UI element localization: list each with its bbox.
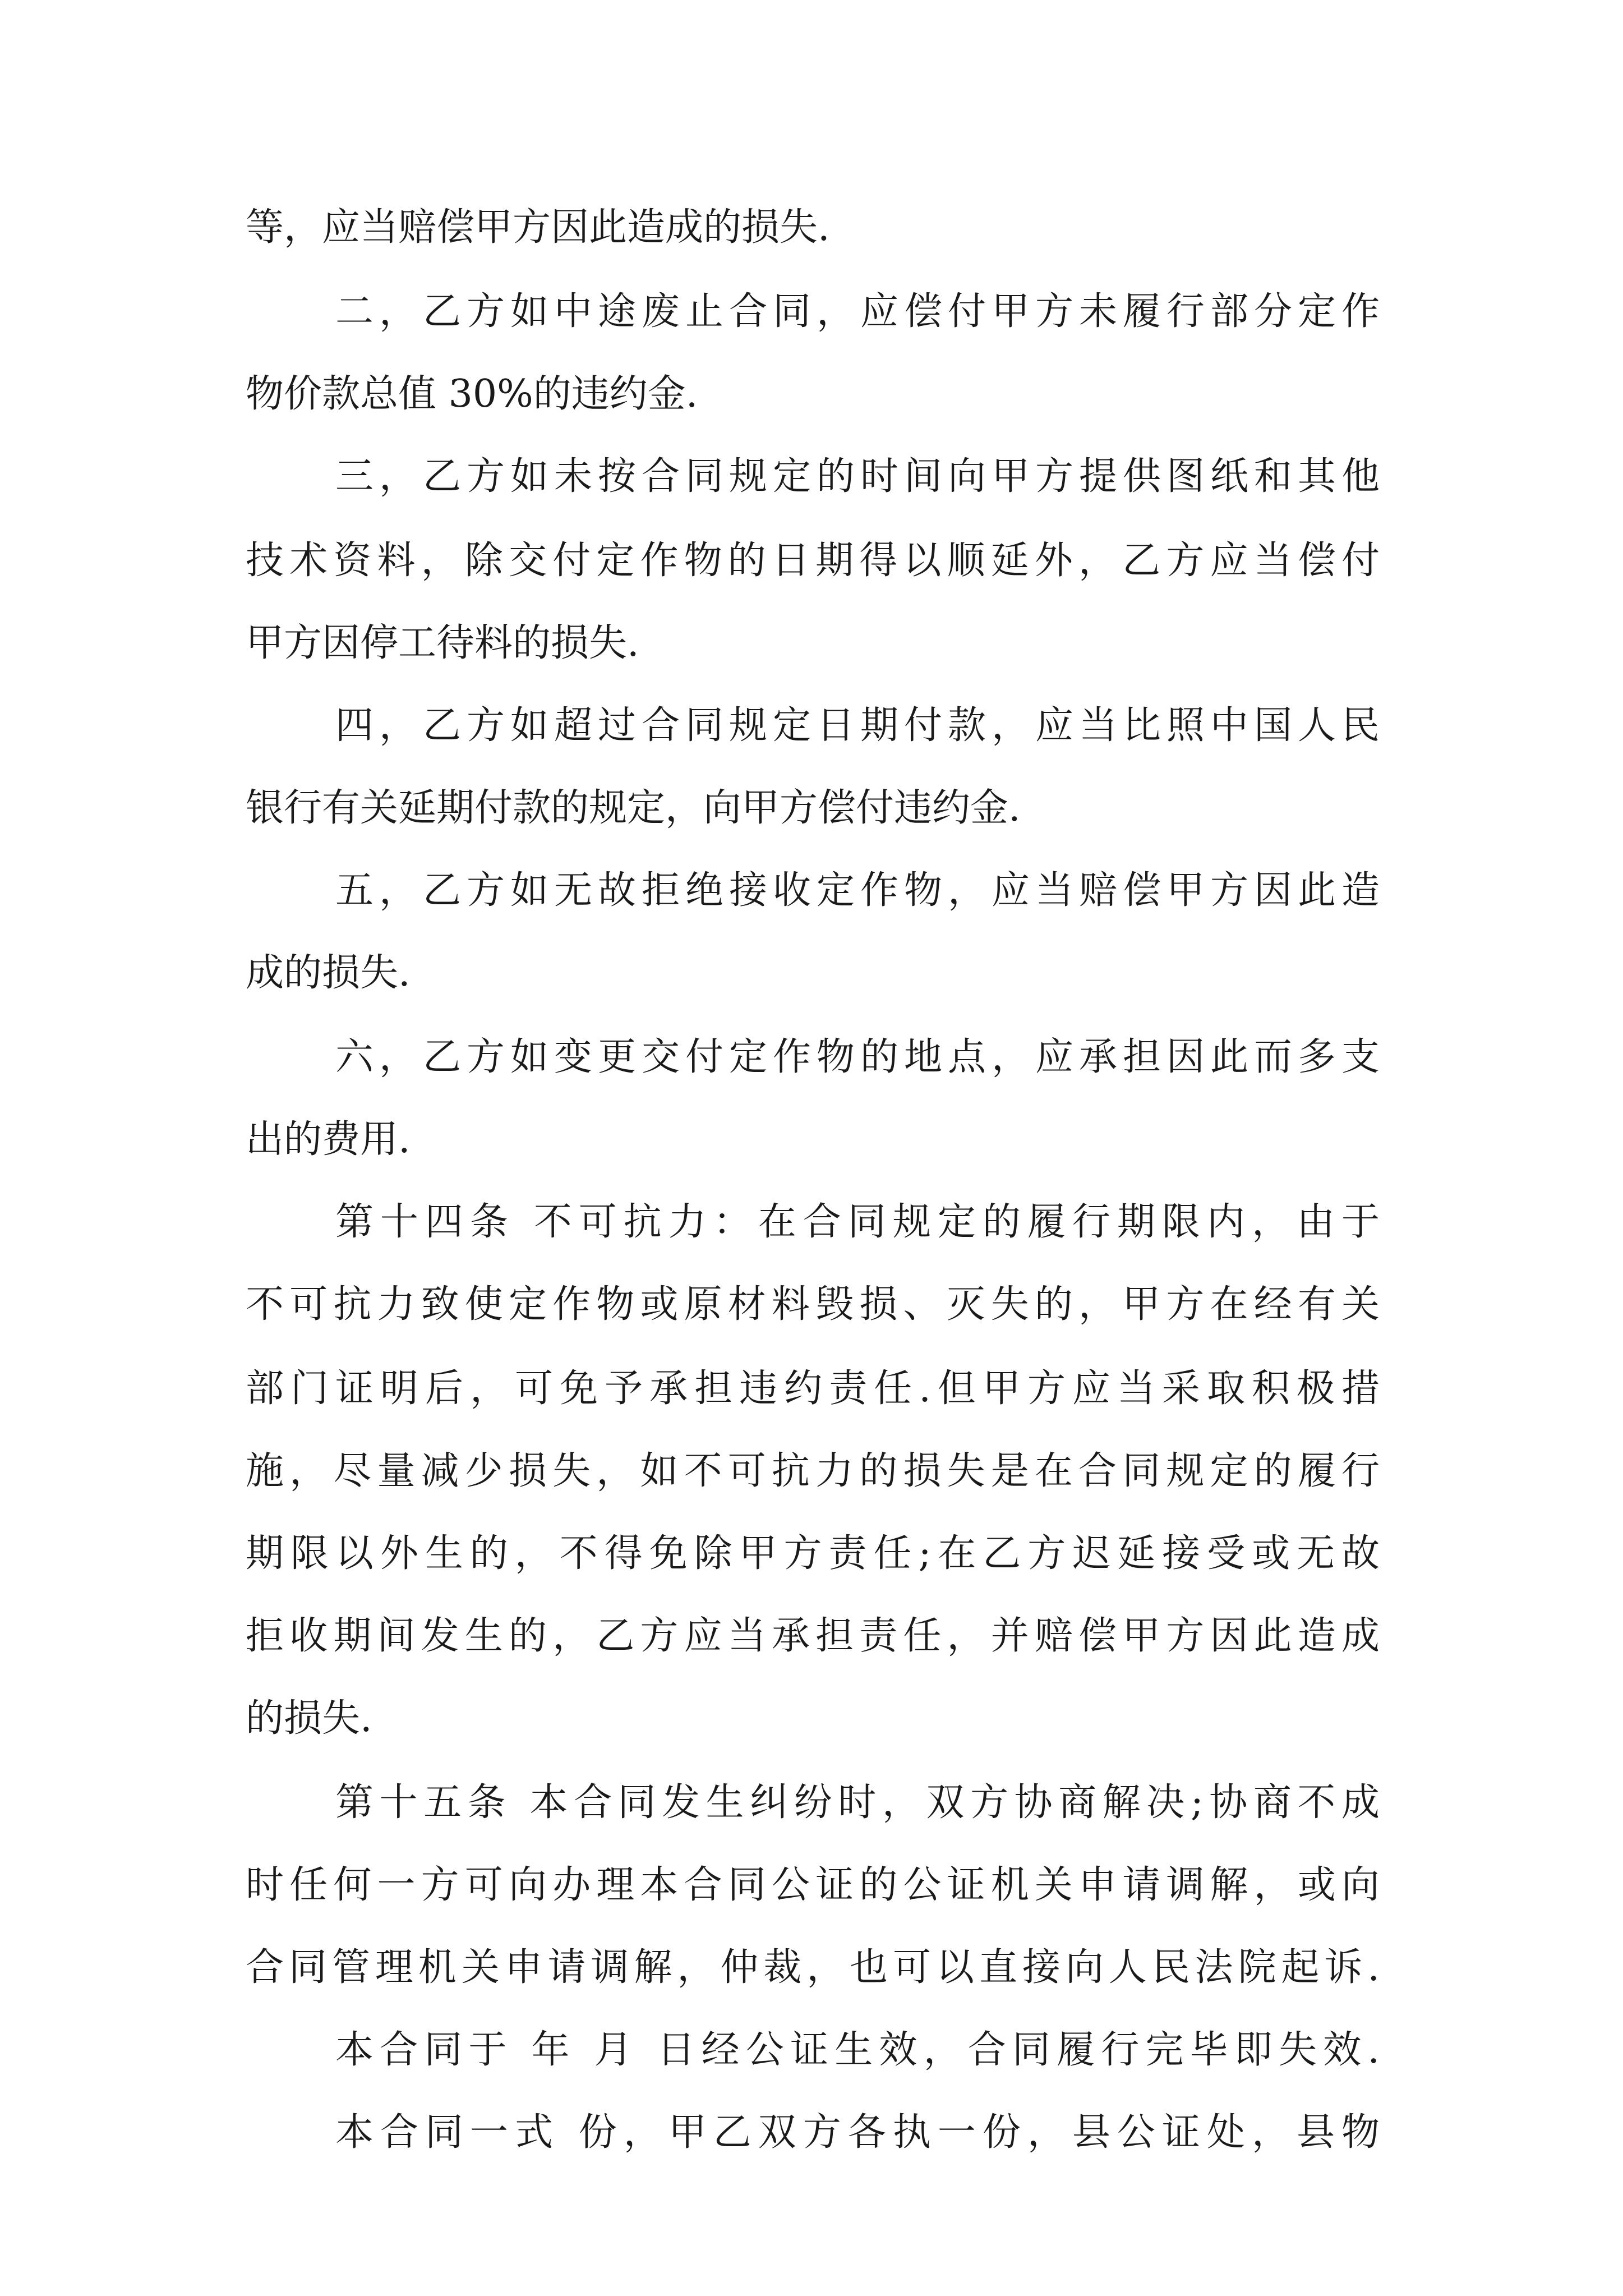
text-line: 等，应当赔偿甲方因此造成的损失. xyxy=(246,205,830,250)
text-line: 三，乙方如未按合同规定的时间向甲方提供图纸和其他 xyxy=(335,454,1380,499)
text-line: 第十五条 本合同发生纠纷时，双方协商解决;协商不成 xyxy=(335,1780,1380,1825)
text-line: 时任何一方可向办理本合同公证的公证机关申请调解，或向 xyxy=(246,1863,1380,1907)
text-line: 拒收期间发生的，乙方应当承担责任，并赔偿甲方因此造成 xyxy=(246,1614,1380,1658)
text-line: 五，乙方如无故拒绝接收定作物，应当赔偿甲方因此造 xyxy=(335,868,1380,913)
text-line: 二，乙方如中途废止合同，应偿付甲方未履行部分定作 xyxy=(335,289,1380,334)
text-line: 施，尽量减少损失，如不可抗力的损失是在合同规定的履行 xyxy=(246,1449,1380,1493)
text-line: 第十四条 不可抗力：在合同规定的履行期限内，由于 xyxy=(335,1200,1380,1244)
text-line: 四，乙方如超过合同规定日期付款，应当比照中国人民 xyxy=(335,703,1380,748)
text-line: 六，乙方如变更交付定作物的地点，应承担因此而多支 xyxy=(335,1035,1380,1079)
text-line: 技术资料，除交付定作物的日期得以顺延外，乙方应当偿付 xyxy=(246,539,1380,583)
text-line: 的损失. xyxy=(246,1696,372,1741)
text-line: 本合同一式 份，甲乙双方各执一份，县公证处，县物 xyxy=(335,2110,1380,2155)
text-line: 出的费用. xyxy=(246,1117,411,1162)
text-line: 本合同于 年 月 日经公证生效，合同履行完毕即失效. xyxy=(335,2028,1380,2072)
text-line: 成的损失. xyxy=(246,951,411,995)
text-line: 部门证明后，可免予承担违约责任.但甲方应当采取积极措 xyxy=(246,1366,1380,1411)
text-line: 期限以外生的，不得免除甲方责任;在乙方迟延接受或无故 xyxy=(246,1531,1380,1576)
text-line: 银行有关延期付款的规定，向甲方偿付违约金. xyxy=(246,786,1021,830)
text-line: 甲方因停工待料的损失. xyxy=(246,621,639,665)
text-line: 物价款总值 30%的违约金. xyxy=(246,372,698,416)
text-line: 合同管理机关申请调解，仲裁，也可以直接向人民法院起诉. xyxy=(246,1945,1380,1990)
text-line: 不可抗力致使定作物或原材料毁损、灭失的，甲方在经有关 xyxy=(246,1282,1380,1327)
